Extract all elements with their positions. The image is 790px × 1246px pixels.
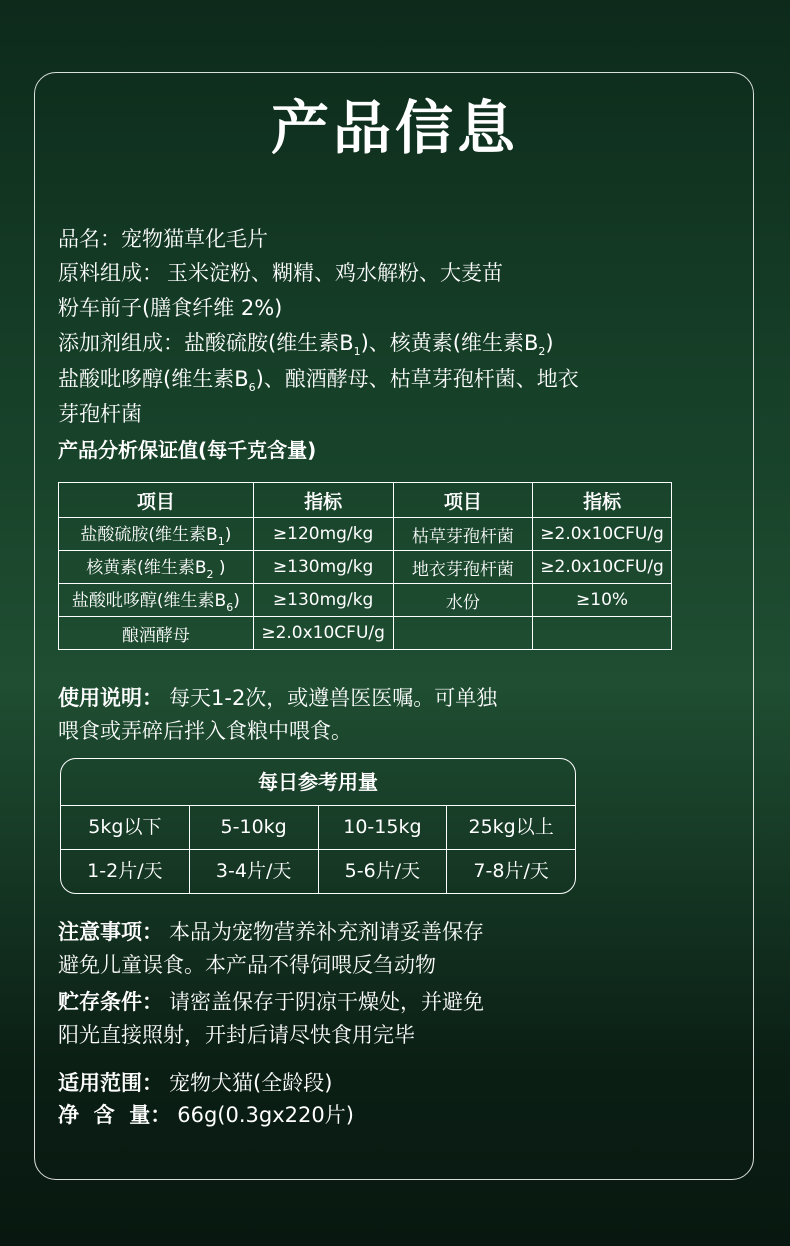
usage-line-1 xyxy=(58,683,497,713)
storage-label: 贮存条件： xyxy=(58,990,163,1014)
product-name-label: 品名： xyxy=(58,227,121,251)
notes-line-2: 避免儿童误食。本产品不得饲喂反刍动物 xyxy=(58,953,436,977)
row-item-2: 水份 xyxy=(393,584,533,617)
header-item-2: 项目 xyxy=(393,483,533,518)
storage-line-2: 阳光直接照射，开封后请尽快食用完毕 xyxy=(58,1023,415,1047)
row-value-2: ≥10% xyxy=(533,584,672,617)
additives-sub-2: 2 xyxy=(538,345,546,358)
amount-cell: 5-6片/天 xyxy=(318,850,447,893)
notes-line-1 xyxy=(58,917,484,947)
additives-line2-b: )、酿酒酵母、枯草芽孢杆菌、地衣 xyxy=(255,367,579,391)
row-item-1 xyxy=(59,584,254,617)
weight-cell: 10-15kg xyxy=(318,806,447,849)
usage-line-2: 喂食或弄碎后拌入食粮中喂食。 xyxy=(58,719,352,743)
item-sub: 1 xyxy=(217,535,225,548)
weight-cell: 25kg以上 xyxy=(446,806,575,849)
dosage-weight-row xyxy=(61,806,575,849)
row-value-1: ≥130mg/kg xyxy=(253,551,393,584)
net-weight-line xyxy=(58,1100,354,1130)
scope-value: 宠物犬猫(全龄段) xyxy=(169,1071,333,1095)
additives-line-2 xyxy=(58,364,579,403)
weight-cell: 5-10kg xyxy=(189,806,318,849)
ingredients-label: 原料组成： xyxy=(58,261,163,285)
additives-line2-sub: 6 xyxy=(248,381,256,394)
amount-cell: 3-4片/天 xyxy=(189,850,318,893)
storage-line-1 xyxy=(58,987,484,1017)
header-value-2: 指标 xyxy=(533,483,672,518)
scope-label: 适用范围： xyxy=(58,1071,163,1095)
item-sub: 6 xyxy=(226,601,234,614)
item-end: ) xyxy=(213,558,226,578)
row-item-1 xyxy=(59,518,254,551)
usage-text-1: 每天1-2次，或遵兽医医嘱。可单独 xyxy=(169,686,498,710)
table-row xyxy=(59,551,672,584)
item-text: 盐酸硫胺(维生素B xyxy=(80,525,218,545)
storage-text-1: 请密盖保存于阴凉干燥处，并避免 xyxy=(169,990,484,1014)
header-value-1: 指标 xyxy=(253,483,393,518)
scope-line xyxy=(58,1068,332,1098)
row-item-1 xyxy=(59,551,254,584)
item-end: ) xyxy=(233,591,240,611)
item-text: 酿酒酵母 xyxy=(121,625,190,646)
header-item-1: 项目 xyxy=(59,483,254,518)
analysis-heading: 产品分析保证值(每千克含量) xyxy=(58,438,317,462)
notes-text-1: 本品为宠物营养补充剂请妥善保存 xyxy=(169,920,484,944)
notes-label: 注意事项： xyxy=(58,920,163,944)
item-sub: 2 xyxy=(206,568,214,581)
item-end: ) xyxy=(224,525,232,545)
net-weight-label: 净 含 量： xyxy=(58,1103,172,1127)
product-name-value: 宠物猫草化毛片 xyxy=(121,227,268,251)
row-value-1: ≥2.0x10CFU/g xyxy=(253,617,393,650)
row-item-1 xyxy=(59,617,254,650)
row-item-2: 地衣芽孢杆菌 xyxy=(393,551,533,584)
additives-line-1 xyxy=(58,328,554,367)
usage-label: 使用说明： xyxy=(58,686,163,710)
page-title: 产品信息 xyxy=(270,94,519,162)
ingredients-line-1 xyxy=(58,258,503,288)
table-row xyxy=(59,518,672,551)
row-value-2: ≥2.0x10CFU/g xyxy=(533,518,672,551)
row-value-1: ≥130mg/kg xyxy=(253,584,393,617)
dosage-amount-row xyxy=(61,849,575,893)
additives-text-c: ) xyxy=(545,331,554,355)
table-row xyxy=(59,584,672,617)
row-value-2 xyxy=(533,617,672,650)
net-weight-value: 66g(0.3gx220片) xyxy=(177,1103,354,1127)
amount-cell: 7-8片/天 xyxy=(446,850,575,893)
additives-line-3: 芽孢杆菌 xyxy=(58,402,142,426)
analysis-header-row xyxy=(59,483,672,518)
row-item-2: 枯草芽孢杆菌 xyxy=(393,518,533,551)
additives-line2-a: 盐酸吡哆醇(维生素B xyxy=(58,367,249,391)
additives-text-a: 盐酸硫胺(维生素B xyxy=(184,331,354,355)
ingredients-value-1: 玉米淀粉、糊精、鸡水解粉、大麦苗 xyxy=(167,261,503,285)
additives-text-b: )、核黄素(维生素B xyxy=(360,331,539,355)
amount-cell: 1-2片/天 xyxy=(87,860,163,882)
row-value-2: ≥2.0x10CFU/g xyxy=(533,551,672,584)
analysis-table xyxy=(58,482,672,650)
additives-label: 添加剂组成： xyxy=(58,331,184,355)
item-text: 盐酸吡哆醇(维生素B xyxy=(71,591,227,611)
weight-cell: 5kg以下 xyxy=(88,816,162,838)
item-text: 核黄素(维生素B xyxy=(86,558,207,578)
additives-sub-1: 1 xyxy=(353,345,361,358)
row-item-2 xyxy=(393,617,533,650)
ingredients-line-2: 粉车前子(膳食纤维 2%) xyxy=(58,296,283,320)
table-row xyxy=(59,617,672,650)
row-value-1: ≥120mg/kg xyxy=(253,518,393,551)
dosage-table xyxy=(60,758,576,894)
dosage-heading: 每日参考用量 xyxy=(61,759,575,806)
product-name-line xyxy=(58,224,268,254)
